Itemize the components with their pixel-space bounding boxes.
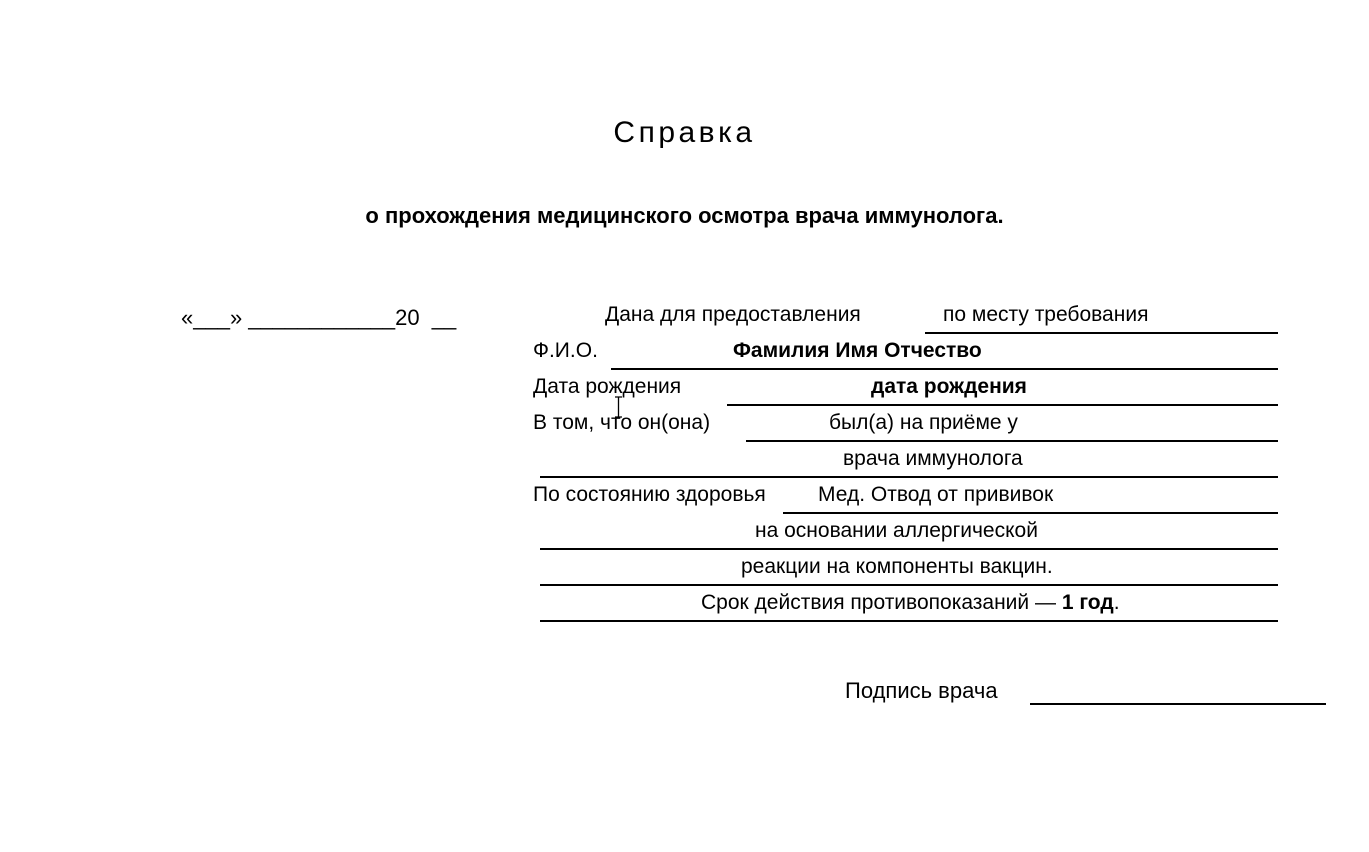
row-filled-value[interactable]: был(а) на приёме у bbox=[829, 411, 1018, 434]
row-label: Дата рождения bbox=[533, 375, 682, 398]
document-subtitle: о прохождения медицинского осмотра врача иммунолога. bbox=[365, 203, 1004, 228]
row-filled-value[interactable]: врача иммунолога bbox=[843, 447, 1023, 470]
date-blank-line[interactable]: «___» ____________20 __ bbox=[181, 305, 457, 330]
row-filled-text: Срок действия противопоказаний — bbox=[701, 591, 1062, 614]
form-row bbox=[533, 336, 1278, 372]
row-filled-value[interactable]: реакции на компоненты вакцин. bbox=[741, 555, 1053, 578]
row-label: В том, что он(она) bbox=[533, 411, 711, 434]
form-row bbox=[533, 516, 1278, 552]
form-row bbox=[533, 372, 1278, 408]
row-rule bbox=[540, 620, 1278, 622]
row-filled-value[interactable]: Фамилия Имя Отчество bbox=[733, 339, 982, 362]
form-row bbox=[533, 480, 1278, 516]
form-row bbox=[533, 552, 1278, 588]
row-filled-value[interactable]: Мед. Отвод от прививок bbox=[818, 483, 1054, 506]
row-filled-tail: . bbox=[1113, 591, 1120, 614]
signature-rule[interactable] bbox=[1030, 703, 1326, 705]
page-title: Справка bbox=[613, 116, 756, 149]
signature-label: Подпись врача bbox=[845, 678, 998, 703]
form-body bbox=[533, 300, 1278, 624]
form-row bbox=[533, 588, 1278, 624]
row-filled-value[interactable] bbox=[701, 586, 1120, 619]
row-label: По состоянию здоровья bbox=[533, 483, 766, 506]
form-row bbox=[533, 444, 1278, 480]
form-row bbox=[533, 408, 1278, 444]
row-label: Ф.И.О. bbox=[533, 339, 598, 362]
form-row bbox=[533, 300, 1278, 336]
row-filled-value[interactable]: по месту требования bbox=[943, 303, 1149, 326]
row-value: Дана для предоставления bbox=[605, 303, 861, 326]
row-filled-value[interactable]: на основании аллергической bbox=[755, 519, 1038, 542]
row-filled-value[interactable]: дата рождения bbox=[871, 375, 1027, 398]
row-filled-emphasis: 1 год bbox=[1061, 591, 1114, 614]
